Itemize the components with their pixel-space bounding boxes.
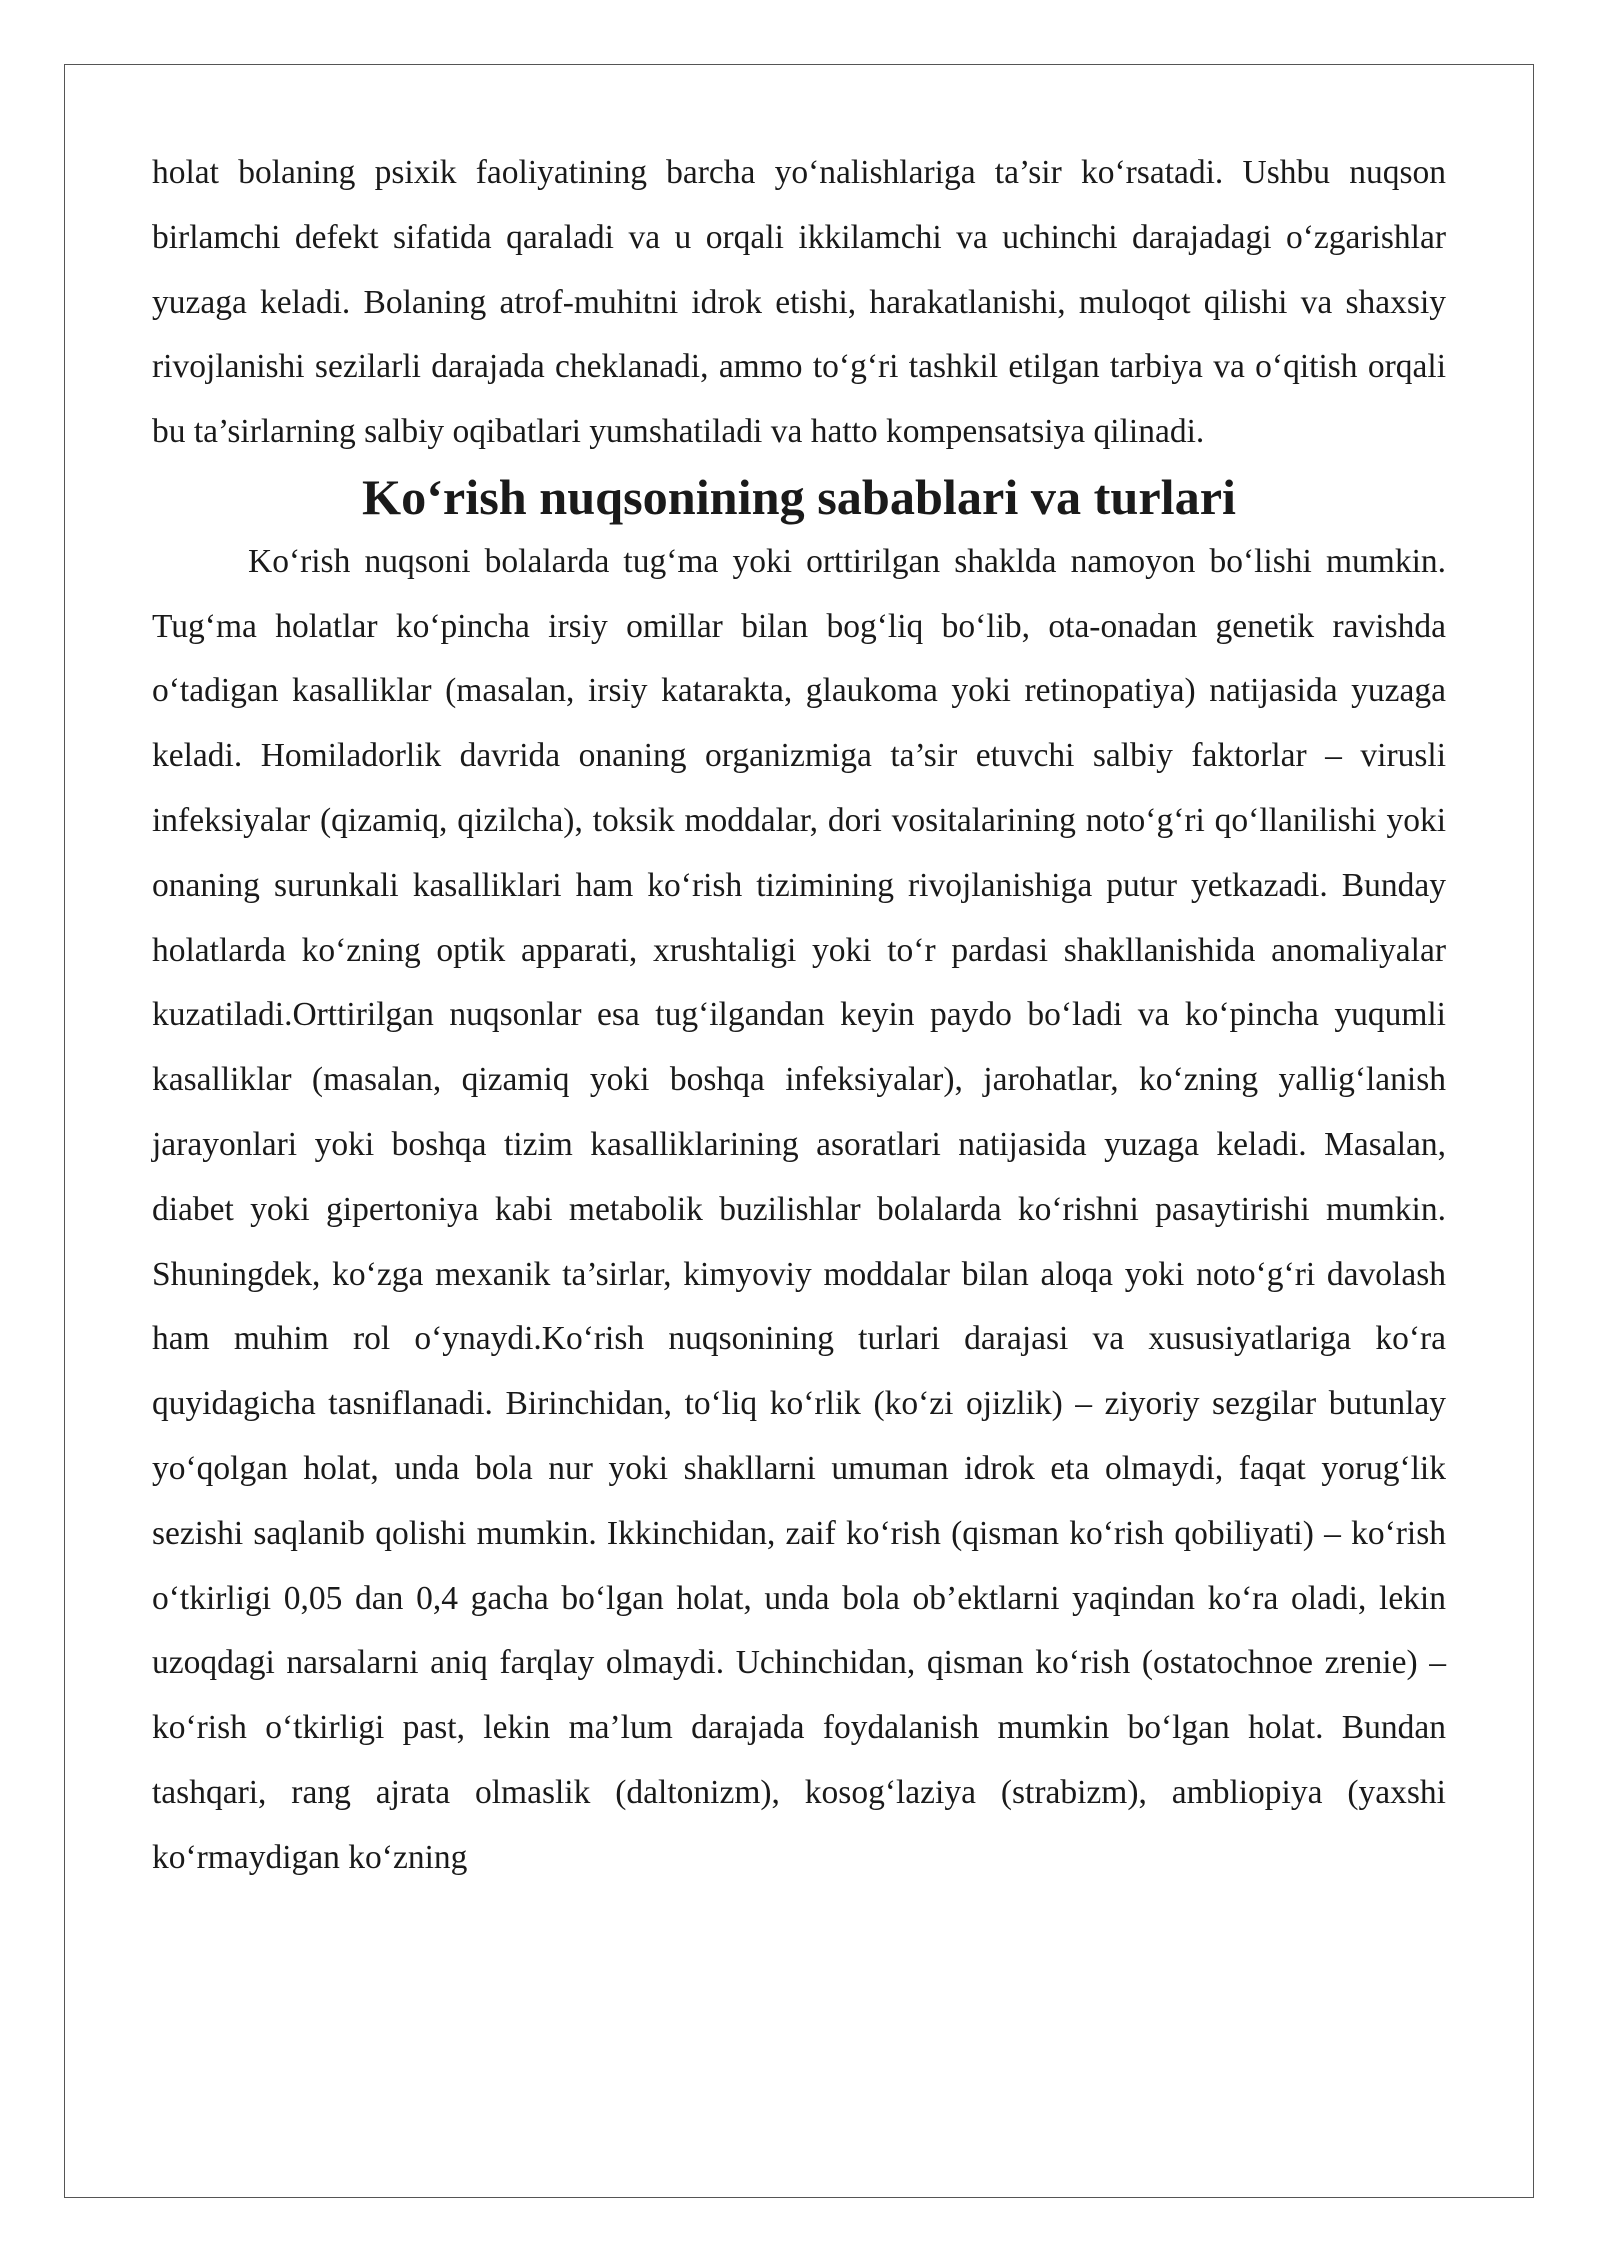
paragraph-causes-and-types: Ko‘rish nuqsoni bolalarda tug‘ma yoki orttirilgan shaklda namoyon bo‘lishi mumkin. Tug‘ma holatlar ko‘pincha irsiy omillar bilan bog‘liq bo‘lib, ota-onadan genetik ravishda o‘tadigan kasalliklar (masalan, irsiy katarakta, glaukoma yoki retinopatiya) natijasida yuzaga keladi. Homiladorlik davrida onaning organizmiga ta’sir etuvchi salbiy faktorlar – virusli infeksiyalar (qizamiq, qizilcha), toksik moddalar, dori vositalarining noto‘g‘ri qo‘llanilishi yoki onaning surunkali kasalliklari ham ko‘rish tizimining rivojlanishiga putur yetkazadi. Bunday holatlarda ko‘zning optik apparati, xrushtaligi yoki to‘r pardasi shakllanishida anomaliyalar kuzatiladi.Orttirilgan nuqsonlar esa tug‘ilgandan keyin paydo bo‘ladi va ko‘pincha yuqumli kasalliklar (masalan, qizamiq yoki boshqa infeksiyalar), jarohatlar, ko‘zning yallig‘lanish jarayonlari yoki boshqa tizim kasalliklarining asoratlari natijasida yuzaga keladi. Masalan, diabet yoki gipertoniya kabi metabolik buzilishlar bolalarda ko‘rishni pasaytirishi mumkin. Shuningdek, ko‘zga mexanik ta’sirlar, kimyoviy moddalar bilan aloqa yoki noto‘g‘ri davolash ham muhim rol o‘ynaydi.Ko‘rish nuqsonining turlari darajasi va xususiyatlariga ko‘ra quyidagicha tasniflanadi. Birinchidan, to‘liq ko‘rlik (ko‘zi ojizlik) – ziyoriy sezgilar butunlay yo‘qolgan holat, unda bola nur yoki shakllarni umuman idrok eta olmaydi, faqat yorug‘lik sezishi saqlanib qolishi mumkin. Ikkinchidan, zaif ko‘rish (qisman ko‘rish qobiliyati) – ko‘rish o‘tkirligi 0,05 dan 0,4 gacha bo‘lgan holat, unda bola ob’ektlarni yaqindan ko‘ra oladi, lekin uzoqdagi narsalarni aniq farqlay olmaydi. Uchinchidan, qisman ko‘rish (ostatochnoe zrenie) – ko‘rish o‘tkirligi past, lekin ma’lum darajada foydalanish mumkin bo‘lgan holat. Bundan tashqari, rang ajrata olmaslik (daltonizm), kosog‘laziya (strabizm), ambliopiya (yaxshi ko‘rmaydigan ko‘zning — [152, 542, 1446, 1876]
document-body — [152, 141, 1446, 1891]
section-heading: Ko‘rish nuqsonining sabablari va turlari — [361, 468, 1236, 525]
paragraph-continuation: holat bolaning psixik faoliyatining barcha yo‘nalishlariga ta’sir ko‘rsatadi. Ushbu nuqson birlamchi defekt sifatida qaraladi va u orqali ikkilamchi va uchinchi darajadagi o‘zgarishlar yuzaga keladi. Bolaning atrof-muhitni idrok etishi, harakatlanishi, muloqot qilishi va shaxsiy rivojlanishi sezilarli darajada cheklanadi, ammo to‘g‘ri tashkil etilgan tarbiya va o‘qitish orqali bu ta’sirlarning salbiy oqibatlari yumshatiladi va hatto kompensatsiya qilinadi. — [152, 154, 1446, 451]
